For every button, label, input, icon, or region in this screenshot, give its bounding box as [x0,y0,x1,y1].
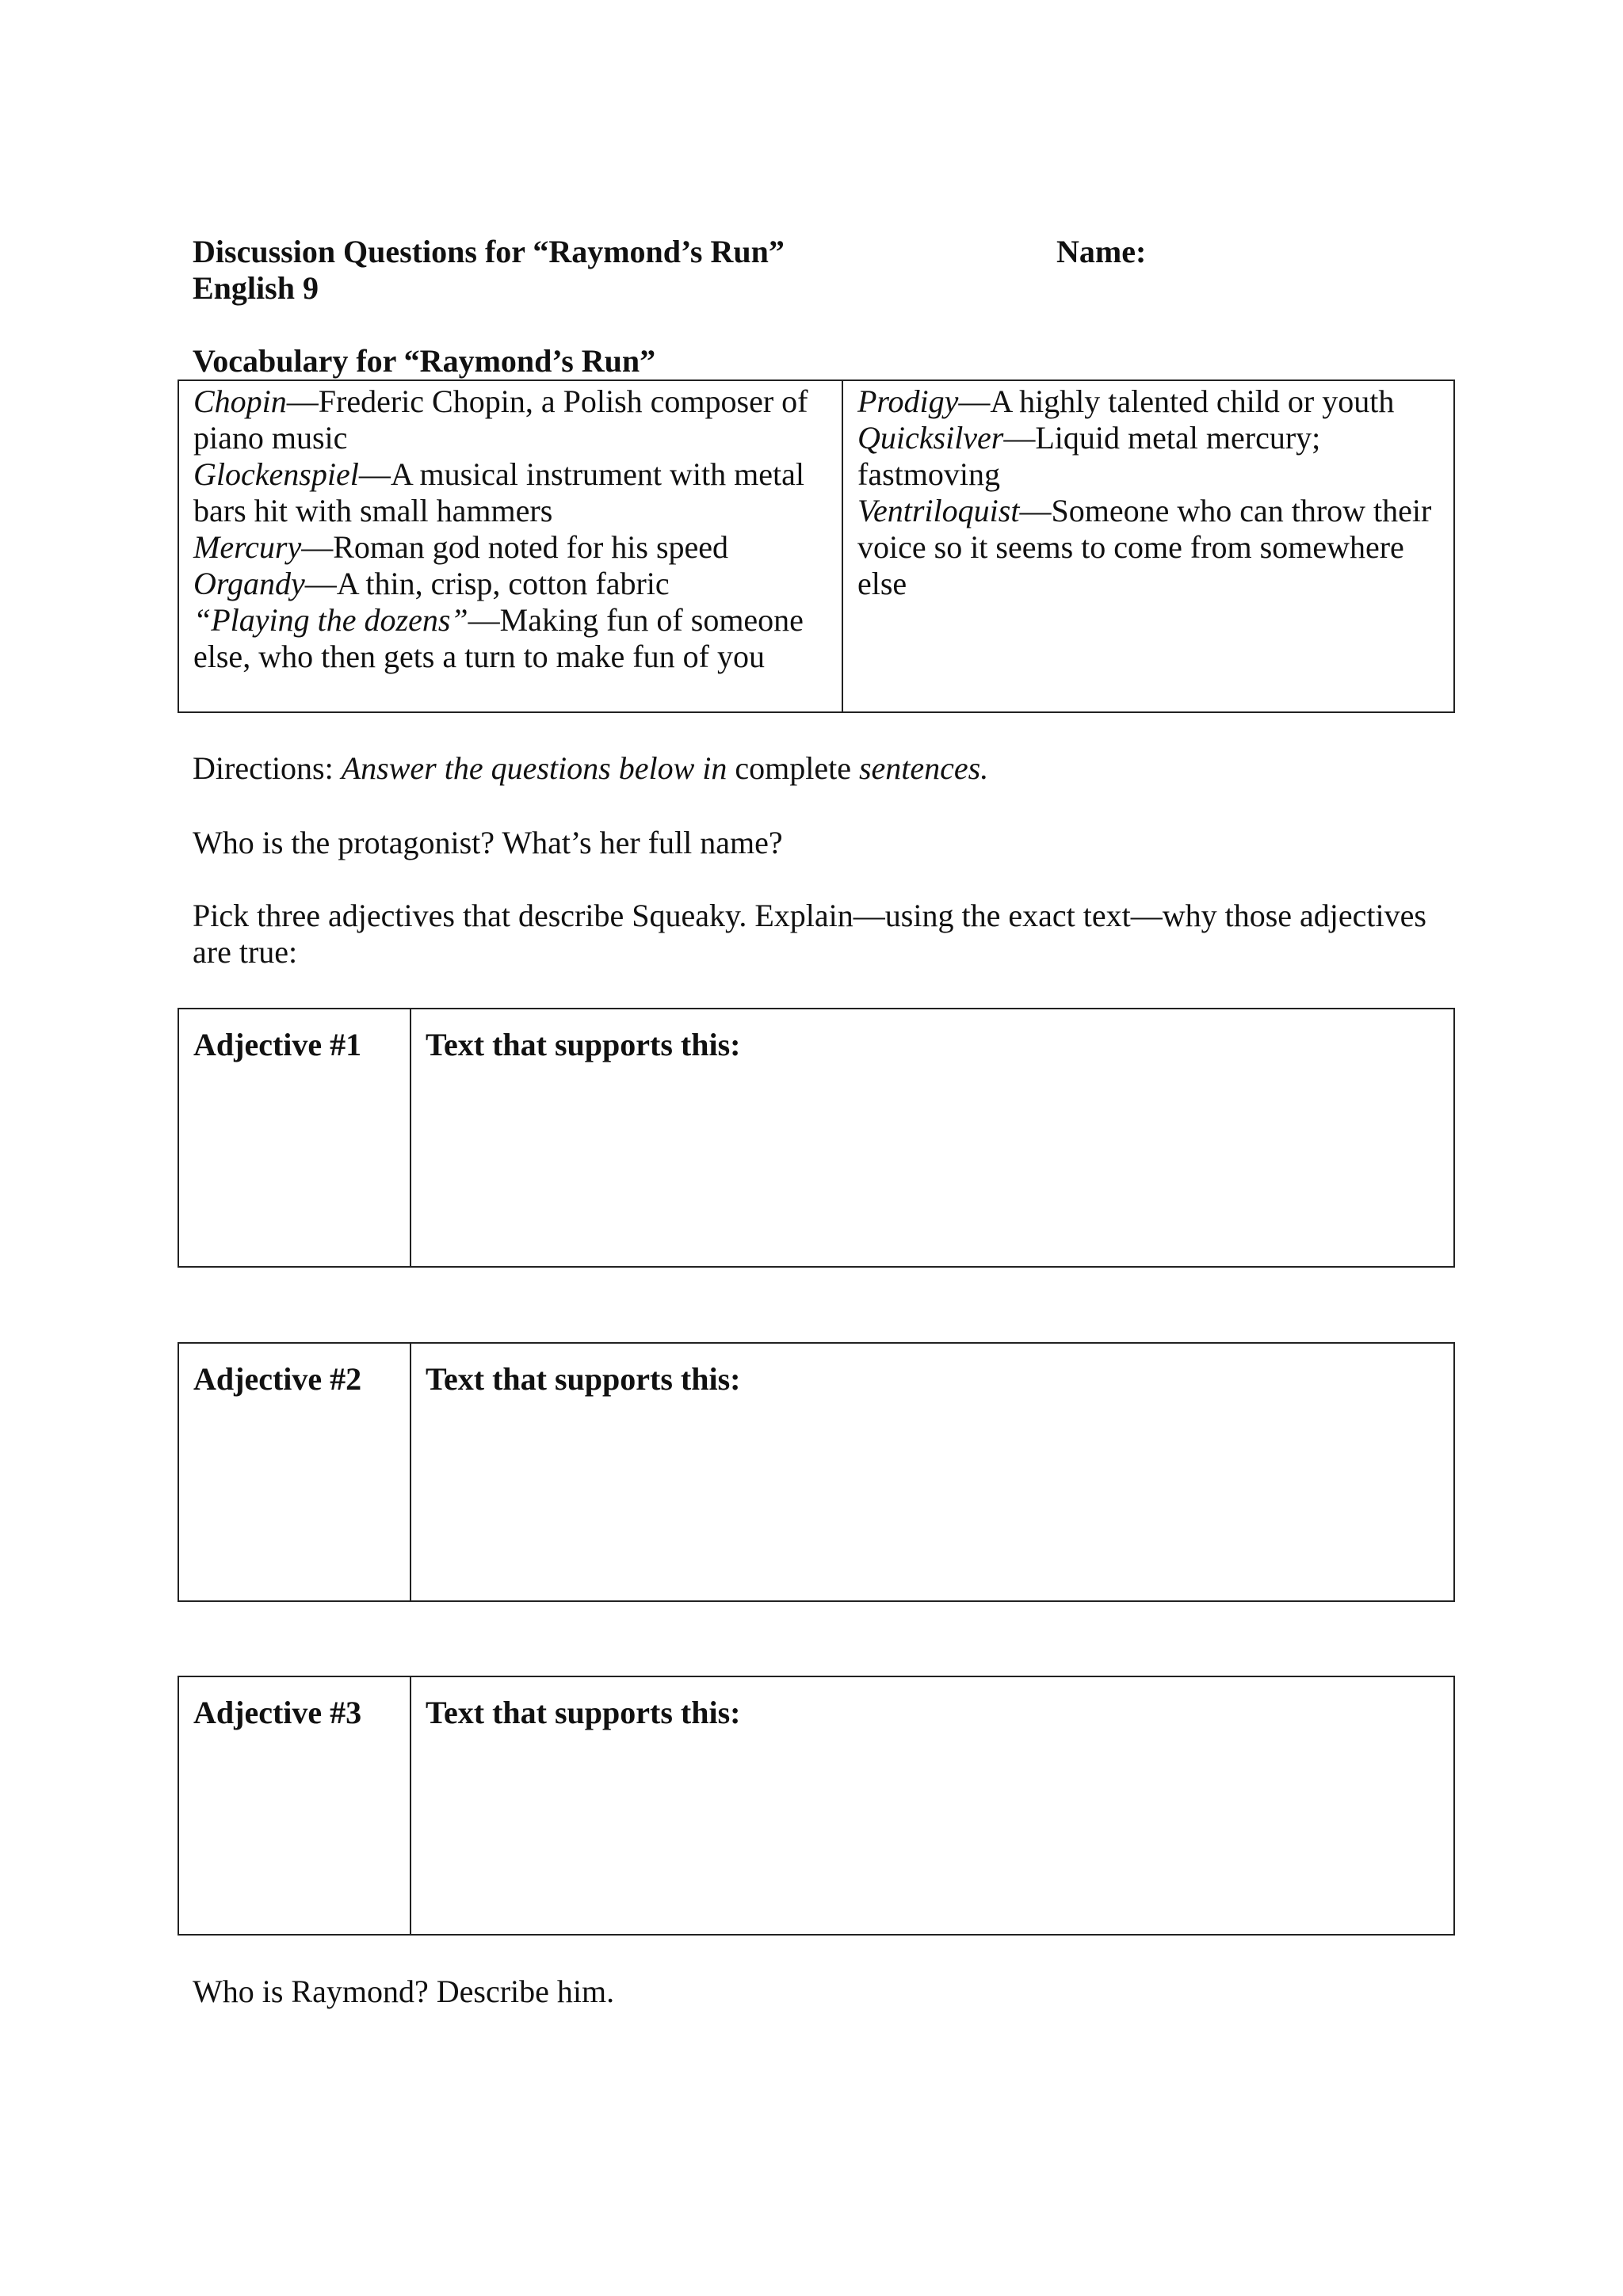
vocab-term: Glockenspiel [193,456,359,492]
vocab-term: Prodigy [857,383,959,419]
vocab-entry-prodigy [857,383,1444,420]
adjective-label: Adjective #2 [178,1343,411,1601]
vocab-definition: —Someone who can throw their voice so it seems to come from somewhere else [857,493,1432,601]
directions-text-italic: Answer the questions below in [341,750,727,786]
vocab-entry-organdy [193,566,832,602]
directions-label: Directions: [193,750,334,786]
vocab-entry-mercury [193,529,832,566]
vocab-term: Ventriloquist [857,493,1020,528]
question-raymond: Who is Raymond? Describe him. [193,1974,615,2009]
directions-text-italic-end: sentences. [858,750,989,786]
class-name: English 9 [193,270,319,306]
directions [193,750,988,787]
adjective-label: Adjective #1 [178,1009,411,1267]
vocab-term: Mercury [193,529,302,565]
vocab-entry-quicksilver [857,420,1444,493]
supporting-text-cell: Text that supports this: [411,1009,1454,1267]
worksheet-title: Discussion Questions for “Raymond’s Run” [193,234,785,269]
adjective-label: Adjective #3 [178,1676,411,1935]
vocabulary-table [178,379,1455,713]
adjective-table-2 [178,1342,1455,1602]
vocab-term: Organdy [193,566,305,601]
adjective-table-3 [178,1676,1455,1936]
vocab-term: Quicksilver [857,420,1004,456]
vocab-term: Chopin [193,383,287,419]
vocabulary-left-column [178,380,842,712]
directions-text-plain: complete [727,750,859,786]
vocab-definition: —Roman god noted for his speed [301,529,729,565]
vocabulary-heading: Vocabulary for “Raymond’s Run” [193,343,656,379]
vocab-definition: —Making fun of someone else, who then gets a turn to make fun of you [193,602,804,674]
vocab-definition: —Frederic Chopin, a Polish composer of piano music [193,383,808,456]
vocab-definition: —A musical instrument with metal bars hit with small hammers [193,456,804,528]
supporting-text-cell: Text that supports this: [411,1676,1454,1935]
vocab-entry-ventriloquist [857,493,1444,602]
vocab-term: “Playing the dozens” [193,602,468,638]
question-adjectives: Pick three adjectives that describe Squeaky. Explain—using the exact text—why those adjectives are true: [193,898,1426,970]
vocab-entry-playing-the-dozens [193,602,832,675]
supporting-text-cell: Text that supports this: [411,1343,1454,1601]
question-protagonist: Who is the protagonist? What’s her full name? [193,825,783,860]
vocab-definition: —Liquid metal mercury; fastmoving [857,420,1321,492]
vocab-entry-glockenspiel [193,456,832,529]
vocabulary-right-column [842,380,1454,712]
vocab-entry-chopin [193,383,832,456]
adjective-table-1 [178,1008,1455,1268]
vocab-definition: —A highly talented child or youth [958,383,1395,419]
name-label: Name: [1056,234,1147,269]
vocab-definition: —A thin, crisp, cotton fabric [304,566,670,601]
